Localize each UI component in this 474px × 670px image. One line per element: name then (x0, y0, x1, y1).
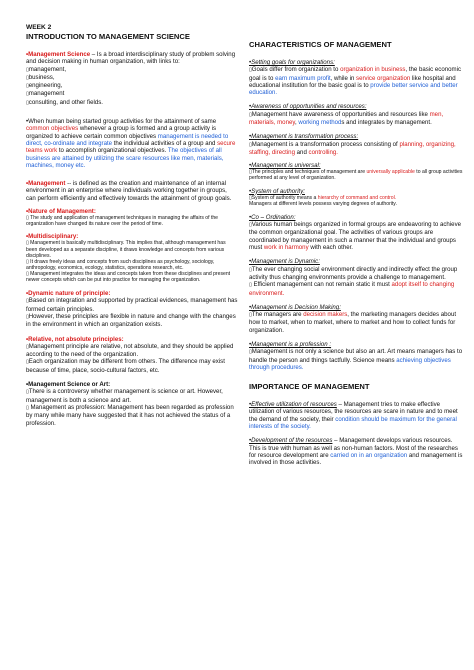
para-relative: •Relative, not absolute principles: ▯Management principle are relative, not absolute, and they should be applied according to the need of the organization. ▯Each organization may be different from others. The difference may exist because of time, place, socio-cultural factors, etc. (26, 335, 234, 374)
para-coordination: •Co – Ordination: ▯Various human beings organized in formal groups are endeavoring to achieve the common organizational goal. The activities of various groups are coordinated by management in such a manner that the individual and groups must work in harmony with each other. (249, 213, 461, 252)
para-transformation: •Management is transformation process: ▯Management is a transformation process consisting of planning, organizing, staffing, directing and controlling. (249, 133, 456, 156)
para-dynamic: •Management is Dynamic: ▯The ever changing social environment directly and indirectly effect the group activity thus changing environments provide a challenge to management. ▯ Efficient management can not remain static it must adopt itself to changing environment. (249, 258, 458, 297)
para-effective-utilization: •Effective utilization of resources – Management tries to make effective utilization of various resources, the resources are scare in nature and to meet the demand of the society, their condition should be maximum for the general interests of the society. (249, 401, 458, 431)
importance-title: IMPORTANCE OF MANAGEMENT (249, 382, 370, 392)
intro-title: INTRODUCTION TO MANAGEMENT SCIENCE (26, 32, 190, 41)
para-development-resources: •Development of the resources – Management develops various resources. This is true with human as well as non-human factors. Most of the researches for resource development are carried on in an organization and management is involved in those activities. (249, 437, 463, 467)
right-column (249, 40, 463, 474)
para-science-or-art: •Management Science or Art: ▯There is a controversy whether management is science or art. However, management is both a science and art. ▯ Management as profession: Management has been regarded as profession by many while many have suggested that it has not achieved the status of a profession. (26, 381, 234, 427)
left-column (26, 24, 238, 434)
para-setting-goals: •Setting goals for organizations: ▯Goals differ from organization to organization in business, the basic economic goal is to earn maximum profit, while in service organization like hospital and educational institution for the basic goal is to provide better service and better education. (249, 59, 462, 97)
characteristics-title: CHARACTERISTICS OF MANAGEMENT (249, 40, 392, 49)
para-dynamic-nature: •Dynamic nature of principle: ▯Based on integration and supported by practical evidences, management has formed certain principles. ▯However, these principles are flexible in nature and change with the changes in the environment in which an organization exists. (26, 290, 238, 329)
para-group-activities: •When human being started group activities for the attainment of same common objectives whenever a group is formed and a group activity is organized to achieve certain common objectives management is needed to direct, co-ordinate and integrate the individual activities of a group and secure teams work to accomplish organizational objectives. The objectives of all business are attained by utilizing the scare resources like men, materials, machines, money etc. (26, 118, 236, 169)
para-universal: •Management is universal: ▯The principles and techniques of management are universally applicable to all group activities performed at any level of organization. (249, 162, 463, 182)
para-profession: •Management is a profession : ▯Management is not only a science but also an art. Art means managers has to handle the person and things tactfully. Science means achieving objectives through procedures. (249, 340, 463, 371)
para-authority: •System of authority: ▯System of authority means a hierarchy of command and control. Managers at different levels possess varying degrees of authority. (249, 187, 397, 207)
para-nature: •Nature of Management: ▯ The study and application of management techniques in managing the affairs of the organization have changed its nature over the period of time. (26, 208, 219, 228)
para-management-science: •Management Science – Is a broad interdisciplinary study of problem solving and decision making in human organization, with links to: ▯management, ▯business, ▯engineering, ▯management ▯consulting, and other fields. (26, 51, 236, 106)
para-management-definition: •Management -- is defined as the creation and maintenance of an internal environment in an enterprise where individuals working together in groups, can perform efficiently and effectively towards the attainment of group goals. (26, 180, 232, 202)
para-multidisciplinary: •Multidisciplinary: ▯ Management is basically multidisciplinary. This implies that, although management has been developed as a separate discipline, it draws knowledge and concepts from various disciplines. ▯ It draws freely ideas and concepts from such disciplines as psychology, sociology, anthropology, economics, ecology, statistics, operations research, etc. ▯ Management integrates the ideas and concepts taken from these disciplines and present newer concepts which can be put into practice for managing the organization. (26, 233, 231, 283)
para-decision-making: •Management is Decision Making: ▯The managers are decision makers, the marketing managers decides about how to market, when to market, where to market and how to collect funds for organization. (249, 303, 457, 334)
para-awareness: •Awareness of opportunities and resources: ▯Management have awareness of opportunities and resources like men, materials, money, working methods and integrates by management. (249, 103, 444, 127)
week-label: WEEK 2 (26, 24, 52, 31)
